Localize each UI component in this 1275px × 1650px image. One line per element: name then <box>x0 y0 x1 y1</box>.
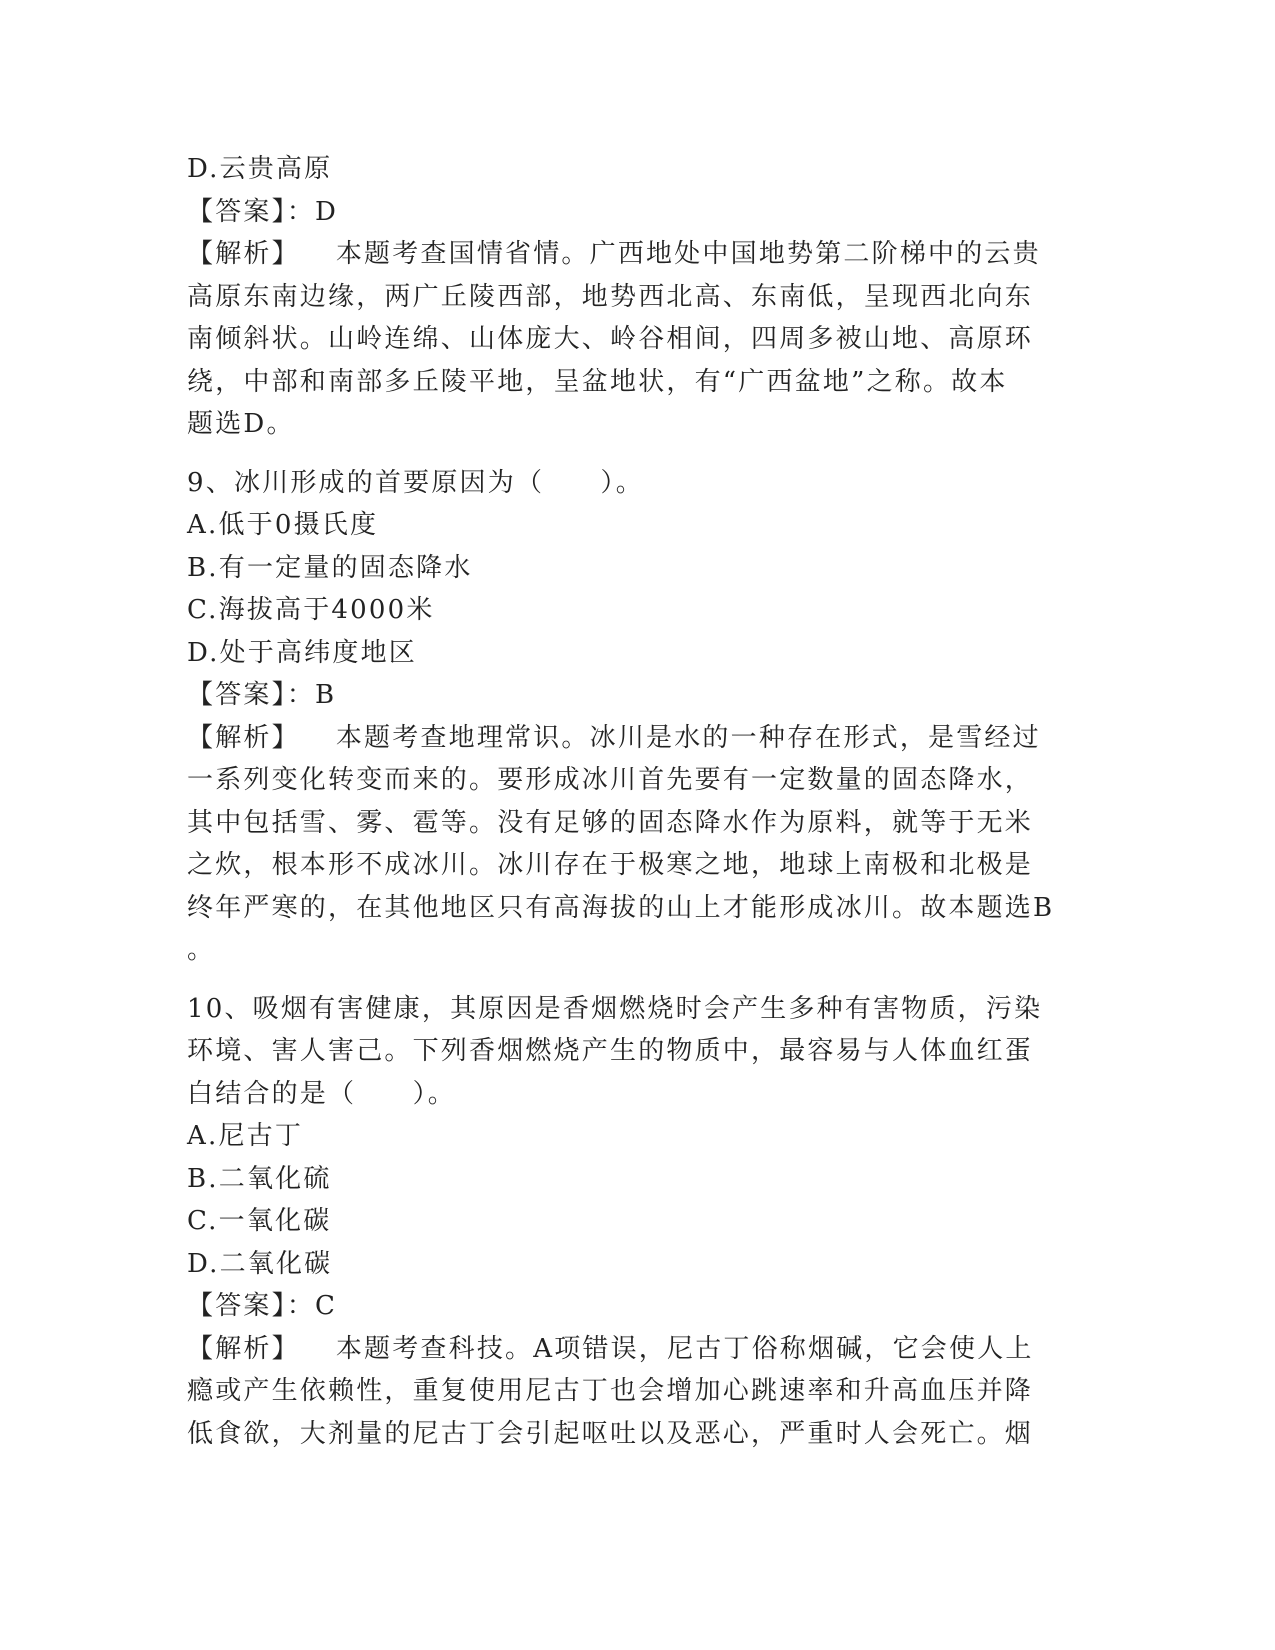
q8-answer <box>187 191 1087 234</box>
q9-option-d: D.处于高纬度地区 <box>187 637 417 668</box>
q10-analysis-line-3: 低食欲，大剂量的尼古丁会引起呕吐以及恶心，严重时人会死亡。烟 <box>187 1418 1034 1449</box>
q9-analysis-line-3: 其中包括雪、雾、雹等。没有足够的固态降水作为原料，就等于无米 <box>187 807 1034 838</box>
q10-stem-line-3: 白结合的是（ ）。 <box>187 1078 457 1109</box>
q10-analysis-line-2: 瘾或产生依赖性，重复使用尼古丁也会增加心跳速率和升高血压并降 <box>187 1376 1034 1406</box>
q8-analysis-line-3: 南倾斜状。山岭连绵、山体庞大、岭谷相间，四周多被山地、高原环 <box>187 324 1034 354</box>
q9-analysis-line-6: 。 <box>187 935 216 965</box>
q8-answer-label: 【答案】 <box>187 196 287 227</box>
q8-analysis-line-4: 绕，中部和南部多丘陵平地，呈盆地状，有“广西盆地”之称。故本 <box>187 366 1008 397</box>
q9-analysis <box>187 717 1087 972</box>
q10-answer <box>187 1285 1087 1328</box>
q10-option-a: A.尼古丁 <box>187 1121 304 1151</box>
q10-analysis-line-1 <box>187 1328 1087 1371</box>
q9-option-c: C.海拔高于4000米 <box>187 595 435 625</box>
q10-option-b: B.二氧化硫 <box>187 1163 332 1194</box>
q9-analysis-line-2: 一系列变化转变而来的。要形成冰川首先要有一定数量的固态降水， <box>187 765 1034 795</box>
q9-option-b: B.有一定量的固态降水 <box>187 552 473 583</box>
q10-answer-value: ：C <box>286 1291 338 1321</box>
q9-analysis-text-1: 本题考查地理常识。冰川是水的一种存在形式，是雪经过 <box>335 722 1041 753</box>
q8-analysis-text-1: 本题考查国情省情。广西地处中国地势第二阶梯中的云贵 <box>335 239 1041 269</box>
q10-option-c: C.一氧化碳 <box>187 1206 332 1236</box>
q8-analysis-line-2: 高原东南边缘，两广丘陵西部，地势西北高、东南低，呈现西北向东 <box>187 281 1034 312</box>
q10-analysis-label: 【解析】 <box>187 1333 300 1364</box>
q9-option-a: A.低于0摄氏度 <box>187 510 379 540</box>
document-content <box>187 148 1087 1455</box>
q10-stem-line-2: 环境、害人害己。下列香烟燃烧产生的物质中，最容易与人体血红蛋 <box>187 1036 1034 1066</box>
q9-analysis-line-4: 之炊，根本形不成冰川。冰川存在于极寒之地，地球上南极和北极是 <box>187 850 1034 880</box>
q9-answer-label: 【答案】 <box>187 680 287 710</box>
q9-analysis-label: 【解析】 <box>187 722 300 753</box>
q10-analysis <box>187 1328 1087 1456</box>
q10-analysis-text-1: 本题考查科技。A项错误，尼古丁俗称烟碱，它会使人上 <box>335 1333 1034 1364</box>
q9-analysis-line-5: 终年严寒的，在其他地区只有高海拔的山上才能形成冰川。故本题选B <box>187 892 1055 923</box>
q9-analysis-line-1 <box>187 717 1087 760</box>
q8-option-d: D.云贵高原 <box>187 154 333 184</box>
q8-answer-value: ：D <box>286 196 339 227</box>
q10-stem-line-1: 10、吸烟有害健康，其原因是香烟燃烧时会产生多种有害物质，污染 <box>187 993 1043 1024</box>
q9-stem: 9、冰川形成的首要原因为（ ）。 <box>187 467 644 498</box>
q8-analysis <box>187 233 1087 446</box>
q9-answer-value: ：B <box>286 680 337 710</box>
q8-analysis-label: 【解析】 <box>187 239 300 269</box>
q8-analysis-line-5: 题选D。 <box>187 409 295 439</box>
q9-answer <box>187 674 1087 717</box>
q10-option-d: D.二氧化碳 <box>187 1248 333 1279</box>
q10-answer-label: 【答案】 <box>187 1291 287 1321</box>
q8-analysis-line-1 <box>187 233 1087 276</box>
